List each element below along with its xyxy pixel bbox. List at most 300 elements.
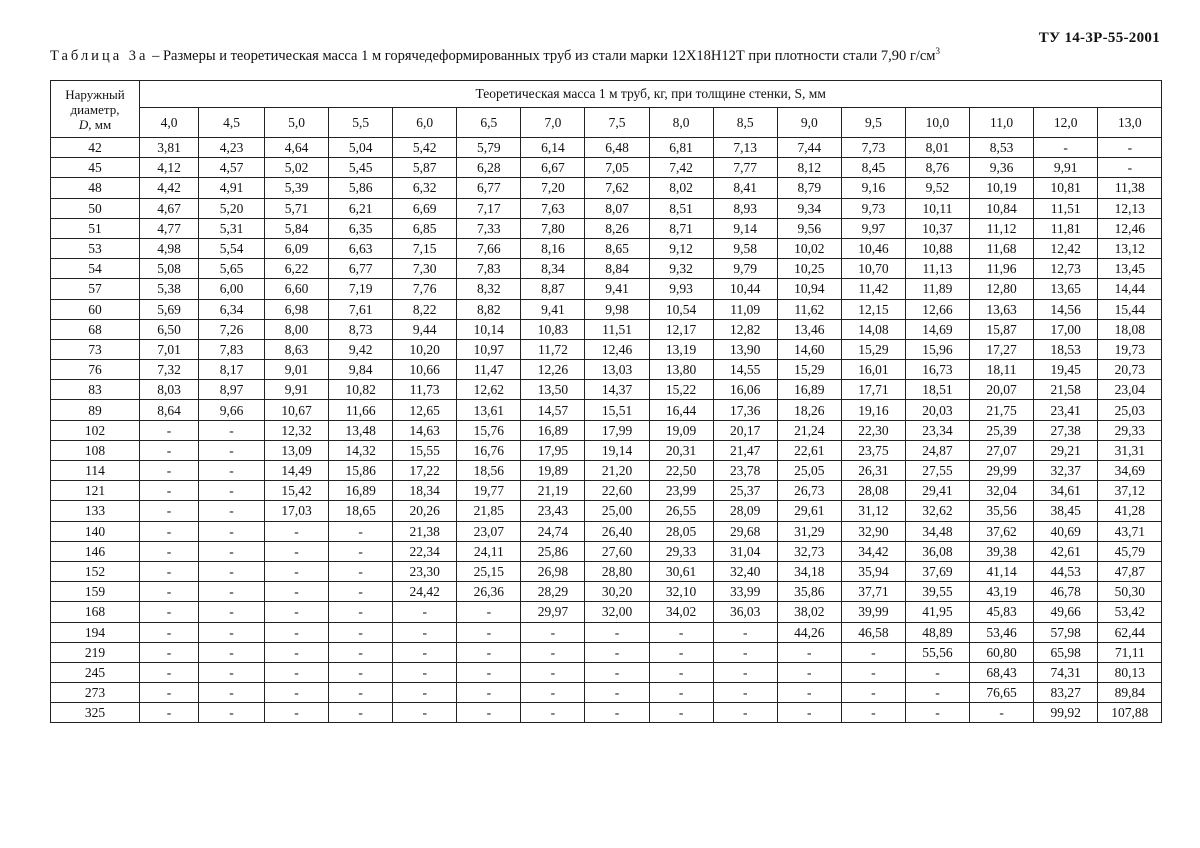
mass-cell: 14,69: [905, 319, 969, 339]
table-row: [51, 642, 1162, 662]
mass-cell: 18,65: [329, 501, 393, 521]
mass-cell: -: [199, 481, 265, 501]
mass-cell: 9,14: [713, 218, 777, 238]
mass-cell: 8,45: [841, 158, 905, 178]
mass-cell: 11,09: [713, 299, 777, 319]
mass-cell: 24,74: [521, 521, 585, 541]
table-row: [51, 138, 1162, 158]
diameter-cell: 146: [51, 541, 140, 561]
mass-cell: 6,21: [329, 198, 393, 218]
mass-cell: 32,04: [970, 481, 1034, 501]
mass-cell: 24,42: [393, 582, 457, 602]
mass-cell: 11,89: [905, 279, 969, 299]
mass-cell: 32,00: [585, 602, 649, 622]
mass-cell: -: [140, 622, 199, 642]
mass-cell: -: [777, 683, 841, 703]
mass-cell: 7,66: [457, 238, 521, 258]
mass-cell: 15,76: [457, 420, 521, 440]
mass-cell: -: [265, 541, 329, 561]
mass-cell: 16,06: [713, 380, 777, 400]
mass-cell: 44,53: [1034, 561, 1098, 581]
mass-cell: 20,07: [970, 380, 1034, 400]
mass-cell: 24,11: [457, 541, 521, 561]
mass-cell: 41,95: [905, 602, 969, 622]
mass-cell: 8,32: [457, 279, 521, 299]
mass-cell: 68,43: [970, 662, 1034, 682]
outer-diameter-header: Наружный диаметр, D, мм: [51, 81, 140, 138]
table-row: [51, 339, 1162, 359]
mass-cell: -: [265, 521, 329, 541]
mass-cell: 5,65: [199, 259, 265, 279]
wall-thickness-header: 12,0: [1034, 108, 1098, 138]
mass-cell: 8,00: [265, 319, 329, 339]
mass-cell: 10,46: [841, 238, 905, 258]
diameter-cell: 108: [51, 440, 140, 460]
mass-cell: 8,53: [970, 138, 1034, 158]
mass-cell: 9,93: [649, 279, 713, 299]
mass-cell: 9,66: [199, 400, 265, 420]
mass-cell: -: [713, 703, 777, 723]
mass-cell: -: [199, 642, 265, 662]
mass-cell: 12,73: [1034, 259, 1098, 279]
mass-cell: 65,98: [1034, 642, 1098, 662]
mass-cell: 30,20: [585, 582, 649, 602]
mass-cell: 34,42: [841, 541, 905, 561]
table-row: [51, 461, 1162, 481]
mass-cell: 9,01: [265, 360, 329, 380]
mass-cell: 14,44: [1098, 279, 1162, 299]
mass-cell: 7,15: [393, 238, 457, 258]
mass-cell: 10,88: [905, 238, 969, 258]
diameter-cell: 140: [51, 521, 140, 541]
mass-cell: -: [265, 561, 329, 581]
mass-cell: -: [585, 642, 649, 662]
mass-cell: 34,02: [649, 602, 713, 622]
mass-cell: -: [457, 703, 521, 723]
mass-cell: 16,01: [841, 360, 905, 380]
mass-cell: 25,39: [970, 420, 1034, 440]
mass-cell: 19,14: [585, 440, 649, 460]
mass-cell: 20,26: [393, 501, 457, 521]
mass-cell: 25,86: [521, 541, 585, 561]
mass-cell: 99,92: [1034, 703, 1098, 723]
mass-cell: 11,81: [1034, 218, 1098, 238]
mass-cell: 8,64: [140, 400, 199, 420]
mass-cell: 8,34: [521, 259, 585, 279]
mass-cell: 6,50: [140, 319, 199, 339]
mass-cell: 10,14: [457, 319, 521, 339]
mass-cell: 6,22: [265, 259, 329, 279]
mass-cell: 22,50: [649, 461, 713, 481]
mass-cell: -: [329, 602, 393, 622]
mass-cell: -: [199, 440, 265, 460]
mass-cell: -: [777, 662, 841, 682]
mass-cell: 7,83: [457, 259, 521, 279]
mass-cell: -: [140, 683, 199, 703]
mass-cell: 11,38: [1098, 178, 1162, 198]
mass-cell: 13,09: [265, 440, 329, 460]
mass-cell: 35,56: [970, 501, 1034, 521]
mass-cell: 6,00: [199, 279, 265, 299]
mass-cell: -: [457, 683, 521, 703]
mass-cell: 4,67: [140, 198, 199, 218]
table-row: [51, 622, 1162, 642]
mass-cell: 12,15: [841, 299, 905, 319]
mass-cell: -: [521, 642, 585, 662]
mass-cell: -: [140, 703, 199, 723]
mass-cell: 9,44: [393, 319, 457, 339]
mass-cell: -: [393, 703, 457, 723]
mass-cell: -: [199, 521, 265, 541]
mass-cell: 7,33: [457, 218, 521, 238]
wall-thickness-header-row: [51, 108, 1162, 138]
mass-cell: 19,45: [1034, 360, 1098, 380]
mass-cell: 11,73: [393, 380, 457, 400]
mass-cell: 15,22: [649, 380, 713, 400]
mass-cell: 7,20: [521, 178, 585, 198]
mass-cell: 23,99: [649, 481, 713, 501]
mass-cell: 80,13: [1098, 662, 1162, 682]
mass-cell: 8,71: [649, 218, 713, 238]
mass-cell: 18,08: [1098, 319, 1162, 339]
mass-cell: 15,44: [1098, 299, 1162, 319]
mass-cell: 20,17: [713, 420, 777, 440]
diameter-cell: 53: [51, 238, 140, 258]
mass-cell: 6,81: [649, 138, 713, 158]
mass-cell: 32,40: [713, 561, 777, 581]
mass-cell: 42,61: [1034, 541, 1098, 561]
mass-cell: 11,51: [585, 319, 649, 339]
mass-cell: 9,58: [713, 238, 777, 258]
diameter-cell: 50: [51, 198, 140, 218]
mass-cell: 6,35: [329, 218, 393, 238]
mass-cell: 10,54: [649, 299, 713, 319]
mass-cell: 9,56: [777, 218, 841, 238]
mass-cell: 10,25: [777, 259, 841, 279]
diameter-cell: 159: [51, 582, 140, 602]
mass-cell: 12,32: [265, 420, 329, 440]
mass-cell: -: [521, 662, 585, 682]
table-row: [51, 440, 1162, 460]
mass-cell: 8,93: [713, 198, 777, 218]
table-row: [51, 299, 1162, 319]
mass-cell: 9,98: [585, 299, 649, 319]
diameter-cell: 245: [51, 662, 140, 682]
mass-cell: 13,65: [1034, 279, 1098, 299]
mass-cell: 18,51: [905, 380, 969, 400]
mass-cell: -: [713, 642, 777, 662]
mass-cell: 29,41: [905, 481, 969, 501]
mass-cell: 11,96: [970, 259, 1034, 279]
mass-cell: 8,22: [393, 299, 457, 319]
mass-cell: 14,37: [585, 380, 649, 400]
mass-cell: 46,78: [1034, 582, 1098, 602]
mass-cell: 7,42: [649, 158, 713, 178]
diameter-cell: 219: [51, 642, 140, 662]
diameter-cell: 68: [51, 319, 140, 339]
mass-cell: 7,44: [777, 138, 841, 158]
mass-cell: 38,45: [1034, 501, 1098, 521]
mass-cell: 12,80: [970, 279, 1034, 299]
mass-cell: -: [329, 622, 393, 642]
mass-cell: 25,15: [457, 561, 521, 581]
diameter-cell: 54: [51, 259, 140, 279]
mass-cell: 26,36: [457, 582, 521, 602]
mass-cell: 15,29: [841, 339, 905, 359]
mass-cell: 47,87: [1098, 561, 1162, 581]
diameter-cell: 73: [51, 339, 140, 359]
mass-cell: 9,84: [329, 360, 393, 380]
diameter-cell: 102: [51, 420, 140, 440]
mass-cell: -: [329, 541, 393, 561]
mass-cell: 22,61: [777, 440, 841, 460]
mass-cell: 8,51: [649, 198, 713, 218]
wall-thickness-header: 11,0: [970, 108, 1034, 138]
mass-cell: 5,42: [393, 138, 457, 158]
mass-cell: 13,46: [777, 319, 841, 339]
mass-cell: 9,73: [841, 198, 905, 218]
mass-cell: 39,55: [905, 582, 969, 602]
mass-cell: 10,70: [841, 259, 905, 279]
mass-cell: 8,79: [777, 178, 841, 198]
table-row: [51, 541, 1162, 561]
mass-cell: 10,97: [457, 339, 521, 359]
mass-cell: -: [265, 582, 329, 602]
mass-cell: -: [199, 541, 265, 561]
mass-cell: -: [777, 642, 841, 662]
mass-cell: 35,86: [777, 582, 841, 602]
mass-cell: 8,73: [329, 319, 393, 339]
diameter-cell: 168: [51, 602, 140, 622]
mass-cell: 37,69: [905, 561, 969, 581]
mass-cell: 45,79: [1098, 541, 1162, 561]
mass-cell: -: [649, 622, 713, 642]
mass-cell: -: [199, 501, 265, 521]
mass-cell: 44,26: [777, 622, 841, 642]
mass-cell: 36,08: [905, 541, 969, 561]
mass-cell: -: [457, 662, 521, 682]
mass-cell: 7,05: [585, 158, 649, 178]
mass-cell: 21,58: [1034, 380, 1098, 400]
mass-cell: 57,98: [1034, 622, 1098, 642]
mass-cell: -: [140, 481, 199, 501]
mass-cell: 9,41: [585, 279, 649, 299]
mass-cell: 10,66: [393, 360, 457, 380]
mass-cell: -: [140, 440, 199, 460]
mass-cell: 21,19: [521, 481, 585, 501]
mass-cell: 8,07: [585, 198, 649, 218]
mass-cell: 41,14: [970, 561, 1034, 581]
mass-cell: 17,00: [1034, 319, 1098, 339]
mass-cell: -: [265, 642, 329, 662]
mass-cell: 7,77: [713, 158, 777, 178]
mass-cell: -: [140, 541, 199, 561]
mass-cell: 6,32: [393, 178, 457, 198]
mass-cell: -: [140, 561, 199, 581]
mass-cell: 32,37: [1034, 461, 1098, 481]
mass-cell: 15,42: [265, 481, 329, 501]
mass-cell: 4,57: [199, 158, 265, 178]
mass-cell: 28,29: [521, 582, 585, 602]
mass-cell: 27,38: [1034, 420, 1098, 440]
mass-cell: 10,37: [905, 218, 969, 238]
mass-cell: 8,02: [649, 178, 713, 198]
mass-cell: 10,44: [713, 279, 777, 299]
mass-cell: 14,60: [777, 339, 841, 359]
mass-cell: 26,31: [841, 461, 905, 481]
mass-cell: 7,13: [713, 138, 777, 158]
mass-cell: 28,09: [713, 501, 777, 521]
mass-cell: 12,17: [649, 319, 713, 339]
mass-cell: 6,63: [329, 238, 393, 258]
mass-cell: 11,66: [329, 400, 393, 420]
mass-cell: 7,01: [140, 339, 199, 359]
mass-cell: -: [140, 461, 199, 481]
mass-cell: 15,51: [585, 400, 649, 420]
mass-cell: 5,69: [140, 299, 199, 319]
mass-cell: -: [265, 662, 329, 682]
mass-cell: 50,30: [1098, 582, 1162, 602]
mass-cell: 10,81: [1034, 178, 1098, 198]
mass-cell: 6,77: [329, 259, 393, 279]
mass-cell: 8,12: [777, 158, 841, 178]
mass-cell: 25,05: [777, 461, 841, 481]
mass-cell: -: [1098, 158, 1162, 178]
mass-cell: 34,48: [905, 521, 969, 541]
mass-cell: 41,28: [1098, 501, 1162, 521]
mass-cell: 27,60: [585, 541, 649, 561]
mass-cell: -: [265, 602, 329, 622]
mass-cell: 6,34: [199, 299, 265, 319]
mass-cell: -: [713, 662, 777, 682]
diameter-cell: 83: [51, 380, 140, 400]
mass-cell: 4,77: [140, 218, 199, 238]
mass-cell: 13,90: [713, 339, 777, 359]
mass-cell: 12,46: [1098, 218, 1162, 238]
wall-thickness-header: 5,5: [329, 108, 393, 138]
mass-cell: 22,30: [841, 420, 905, 440]
mass-cell: 15,86: [329, 461, 393, 481]
mass-cell: 31,04: [713, 541, 777, 561]
mass-cell: 34,61: [1034, 481, 1098, 501]
mass-cell: 8,26: [585, 218, 649, 238]
mass-cell: 5,04: [329, 138, 393, 158]
table-row: [51, 703, 1162, 723]
mass-cell: 7,76: [393, 279, 457, 299]
mass-cell: -: [585, 662, 649, 682]
mass-cell: 14,32: [329, 440, 393, 460]
mass-cell: 17,22: [393, 461, 457, 481]
mass-cell: 16,89: [329, 481, 393, 501]
mass-cell: 23,41: [1034, 400, 1098, 420]
mass-cell: 32,90: [841, 521, 905, 541]
mass-cell: 6,69: [393, 198, 457, 218]
table-row: [51, 259, 1162, 279]
mass-cell: 24,87: [905, 440, 969, 460]
mass-cell: 7,30: [393, 259, 457, 279]
mass-cell: 9,36: [970, 158, 1034, 178]
mass-cell: 5,54: [199, 238, 265, 258]
mass-cell: 29,33: [649, 541, 713, 561]
caption-label: Таблица 3а: [50, 47, 149, 64]
mass-cell: 17,36: [713, 400, 777, 420]
mass-cell: 28,80: [585, 561, 649, 581]
wall-thickness-header: 7,5: [585, 108, 649, 138]
mass-cell: 9,97: [841, 218, 905, 238]
mass-cell: 21,38: [393, 521, 457, 541]
mass-cell: 40,69: [1034, 521, 1098, 541]
wall-thickness-header: 7,0: [521, 108, 585, 138]
mass-cell: 10,11: [905, 198, 969, 218]
mass-cell: 25,00: [585, 501, 649, 521]
mass-group-header: Теоретическая масса 1 м труб, кг, при толщине стенки, S, мм: [140, 81, 1162, 108]
mass-cell: 14,63: [393, 420, 457, 440]
mass-cell: 6,14: [521, 138, 585, 158]
wall-thickness-header: 8,5: [713, 108, 777, 138]
mass-cell: 4,64: [265, 138, 329, 158]
mass-cell: 14,57: [521, 400, 585, 420]
mass-cell: 21,20: [585, 461, 649, 481]
mass-cell: 19,16: [841, 400, 905, 420]
mass-cell: -: [905, 662, 969, 682]
wall-thickness-header: 5,0: [265, 108, 329, 138]
mass-cell: 8,87: [521, 279, 585, 299]
wall-thickness-header: 10,0: [905, 108, 969, 138]
mass-cell: 20,73: [1098, 360, 1162, 380]
table-row: [51, 582, 1162, 602]
wall-thickness-header: 6,0: [393, 108, 457, 138]
table-body: [51, 138, 1162, 723]
mass-cell: 32,73: [777, 541, 841, 561]
mass-cell: 37,12: [1098, 481, 1162, 501]
mass-cell: 74,31: [1034, 662, 1098, 682]
mass-cell: 13,48: [329, 420, 393, 440]
mass-cell: 48,89: [905, 622, 969, 642]
mass-cell: 5,86: [329, 178, 393, 198]
diameter-cell: 273: [51, 683, 140, 703]
wall-thickness-header: 4,0: [140, 108, 199, 138]
mass-cell: -: [329, 642, 393, 662]
diameter-cell: 48: [51, 178, 140, 198]
mass-cell: 10,20: [393, 339, 457, 359]
mass-cell: 8,97: [199, 380, 265, 400]
mass-cell: 13,12: [1098, 238, 1162, 258]
table-row: [51, 521, 1162, 541]
caption-text: – Размеры и теоретическая масса 1 м горячедеформированных труб из стали марки 12Х18Н12Т при плотности стали 7,90 г/см: [152, 47, 936, 64]
mass-cell: 30,61: [649, 561, 713, 581]
mass-cell: 19,89: [521, 461, 585, 481]
mass-cell: 6,77: [457, 178, 521, 198]
diameter-cell: 51: [51, 218, 140, 238]
mass-cell: 21,75: [970, 400, 1034, 420]
mass-cell: 13,45: [1098, 259, 1162, 279]
diameter-cell: 194: [51, 622, 140, 642]
mass-cell: 83,27: [1034, 683, 1098, 703]
mass-cell: 76,65: [970, 683, 1034, 703]
mass-cell: -: [777, 703, 841, 723]
table-row: [51, 561, 1162, 581]
wall-thickness-header: 9,5: [841, 108, 905, 138]
mass-cell: -: [1098, 138, 1162, 158]
mass-cell: 17,71: [841, 380, 905, 400]
mass-cell: -: [393, 683, 457, 703]
mass-cell: 6,85: [393, 218, 457, 238]
mass-cell: -: [649, 703, 713, 723]
mass-cell: 9,91: [1034, 158, 1098, 178]
mass-cell: 7,73: [841, 138, 905, 158]
mass-cell: 8,84: [585, 259, 649, 279]
mass-cell: 49,66: [1034, 602, 1098, 622]
